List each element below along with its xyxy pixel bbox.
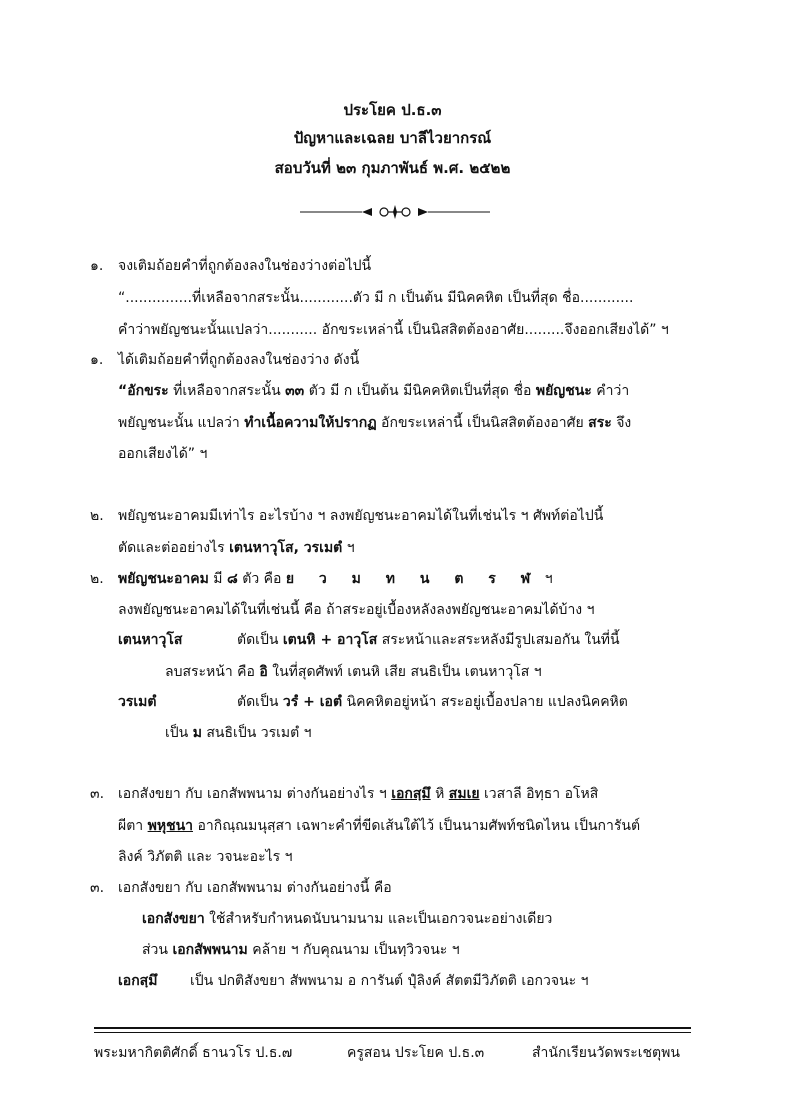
underlined-ekasmim: เอกสฺมึ [391,786,431,802]
a2-number: ๒. [90,571,104,587]
q3-number: ๓. [90,786,105,802]
a2-line-2: ลงพยัญชนะอาคมได้ในที่เช่นนี้ คือ ถ้าสระอยู่เบื้องหลังลงพยัญชนะอาคมได้บ้าง ฯ [118,602,595,618]
a3-number: ๓. [90,880,105,896]
a2-line-1: พยัญชนะอาคม มี ๘ ตัว คือ ย ว ม ท น ต ร ฬ ฯ [118,571,553,587]
a2-term-1: เตนหาวุโส [118,632,183,648]
q3-line-2: ผีตา พหุชนา อากิณฺณมนุสฺสา เฉพาะคำที่ขีดเส้นใต้ไว้ เป็นนามศัพท์ชนิดไหน เป็นการันต์ [118,818,641,834]
q1-line-1: จงเติมถ้อยคำที่ถูกต้องลงในช่องว่างต่อไปนี้ [118,258,372,274]
a2-term-2-detail: ตัดเป็น วรํ + เอตํ นิคคหิตอยู่หน้า สระอยู่เบื้องปลาย แปลงนิคคหิต [237,694,628,710]
q1-line-3: คำว่าพยัญชนะนั้นแปลว่า........... อักขระเหล่านี้ เป็นนิสสิตต้องอาศัย.........จึงออกเสียงได้” ฯ [118,322,669,338]
underlined-bahujana: พหุชนา [147,818,193,834]
q3-line-1: เอกสังขยา กับ เอกสัพพนาม ต่างกันอย่างไร ฯ เอกสฺมึ หิ สมเย เวสาลี อิทฺธา อโหสิ [118,786,599,802]
a2-term-1-detail: ตัดเป็น เตนหิ + อาวุโส สระหน้าและสระหลังมีรูปเสมอกัน ในที่นี้ [237,632,620,648]
a3-term: เอกสฺมึ [118,973,158,989]
a1-line-1: ได้เติมถ้อยคำที่ถูกต้องลงในช่องว่าง ดังนี้ [118,352,360,368]
a1-line-2: “อักขระ ที่เหลือจากสระนั้น ๓๓ ตัว มี ก เป็นต้น มีนิคคหิตเป็นที่สุด ชื่อ พยัญชนะ คำว่า [118,383,630,399]
a2-term-1-line-2: ลบสระหน้า คือ อิ ในที่สุดศัพท์ เตนหิ เสีย สนธิเป็น เตนหาวุโส ฯ [165,664,542,680]
a2-term-2-line-2: เป็น ม สนธิเป็น วรเมตํ ฯ [165,725,312,741]
agama-letters: ย ว ม ท น ต ร ฬ [285,571,541,587]
q1-number: ๑. [90,258,104,274]
ornament-divider [300,202,490,222]
q2-words: เตนหาวุโส, วรเมตํ [229,540,343,556]
a3-line-3: ส่วน เอกสัพพนาม คล้าย ฯ กับคุณนาม เป็นทฺวิวจนะ ฯ [142,942,460,958]
exam-subject-title: ปัญหาและเฉลย บาลีไวยากรณ์ [293,129,492,147]
a2-term-2: วรเมตํ [118,694,157,710]
exam-date-title: สอบวันที่ ๒๓ กุมภาพันธ์ พ.ศ. ๒๕๒๒ [274,159,511,177]
footer-school: สำนักเรียนวัดพระเชตุพน [532,1045,680,1061]
term-meaning: ทำเนื้อความให้ปรากฏ [244,415,377,431]
exam-level-title: ประโยค ป.ธ.๓ [343,101,442,119]
footer-rule-thin [94,1032,691,1033]
q2-line-1: พยัญชนะอาคมมีเท่าไร อะไรบ้าง ฯ ลงพยัญชนะอาคมได้ในที่เช่นไร ฯ ศัพท์ต่อไปนี้ [118,508,604,524]
term-akkhara: “อักขระ [118,383,169,399]
a3-line-2: เอกสังขยา ใช้สำหรับกำหนดนับนามนาม และเป็นเอกวจนะอย่างเดียว [142,911,553,927]
a1-number: ๑. [90,352,104,368]
a1-line-4: ออกเสียงได้” ฯ [118,446,208,462]
term-phayanchana: พยัญชนะ [535,383,592,399]
q2-number: ๒. [90,508,104,524]
a1-line-3: พยัญชนะนั้น แปลว่า ทำเนื้อความให้ปรากฏ อักขระเหล่านี้ เป็นนิสสิตต้องอาศัย สระ จึง [118,415,632,431]
number-33: ๓๓ [285,383,305,399]
footer-rule-thick [94,1027,691,1029]
q2-line-2: ตัดและต่ออย่างไร เตนหาวุโส, วรเมตํ ฯ [118,540,355,556]
term-sara: สระ [588,415,612,431]
q3-line-3: ลิงค์ วิภัตติ และ วจนะอะไร ฯ [118,849,293,865]
a3-line-4: เป็น ปกติสังขยา สัพพนาม อ การันต์ ปุํลิงค์ สัตตมีวิภัตติ เอกวจนะ ฯ [190,973,589,989]
a3-line-1: เอกสังขยา กับ เอกสัพพนาม ต่างกันอย่างนี้ คือ [118,880,392,896]
footer-author: พระมหากิตติศักดิ์ ธานวโร ป.ธ.๗ [94,1045,293,1061]
footer-teacher: ครูสอน ประโยค ป.ธ.๓ [347,1045,485,1061]
q1-line-2: “...............ที่เหลือจากสระนั้น............ตัว มี ก เป็นต้น มีนิคคหิต เป็นที่สุด ชื่อ............ [118,290,634,306]
underlined-samaye: สมเย [448,786,480,802]
